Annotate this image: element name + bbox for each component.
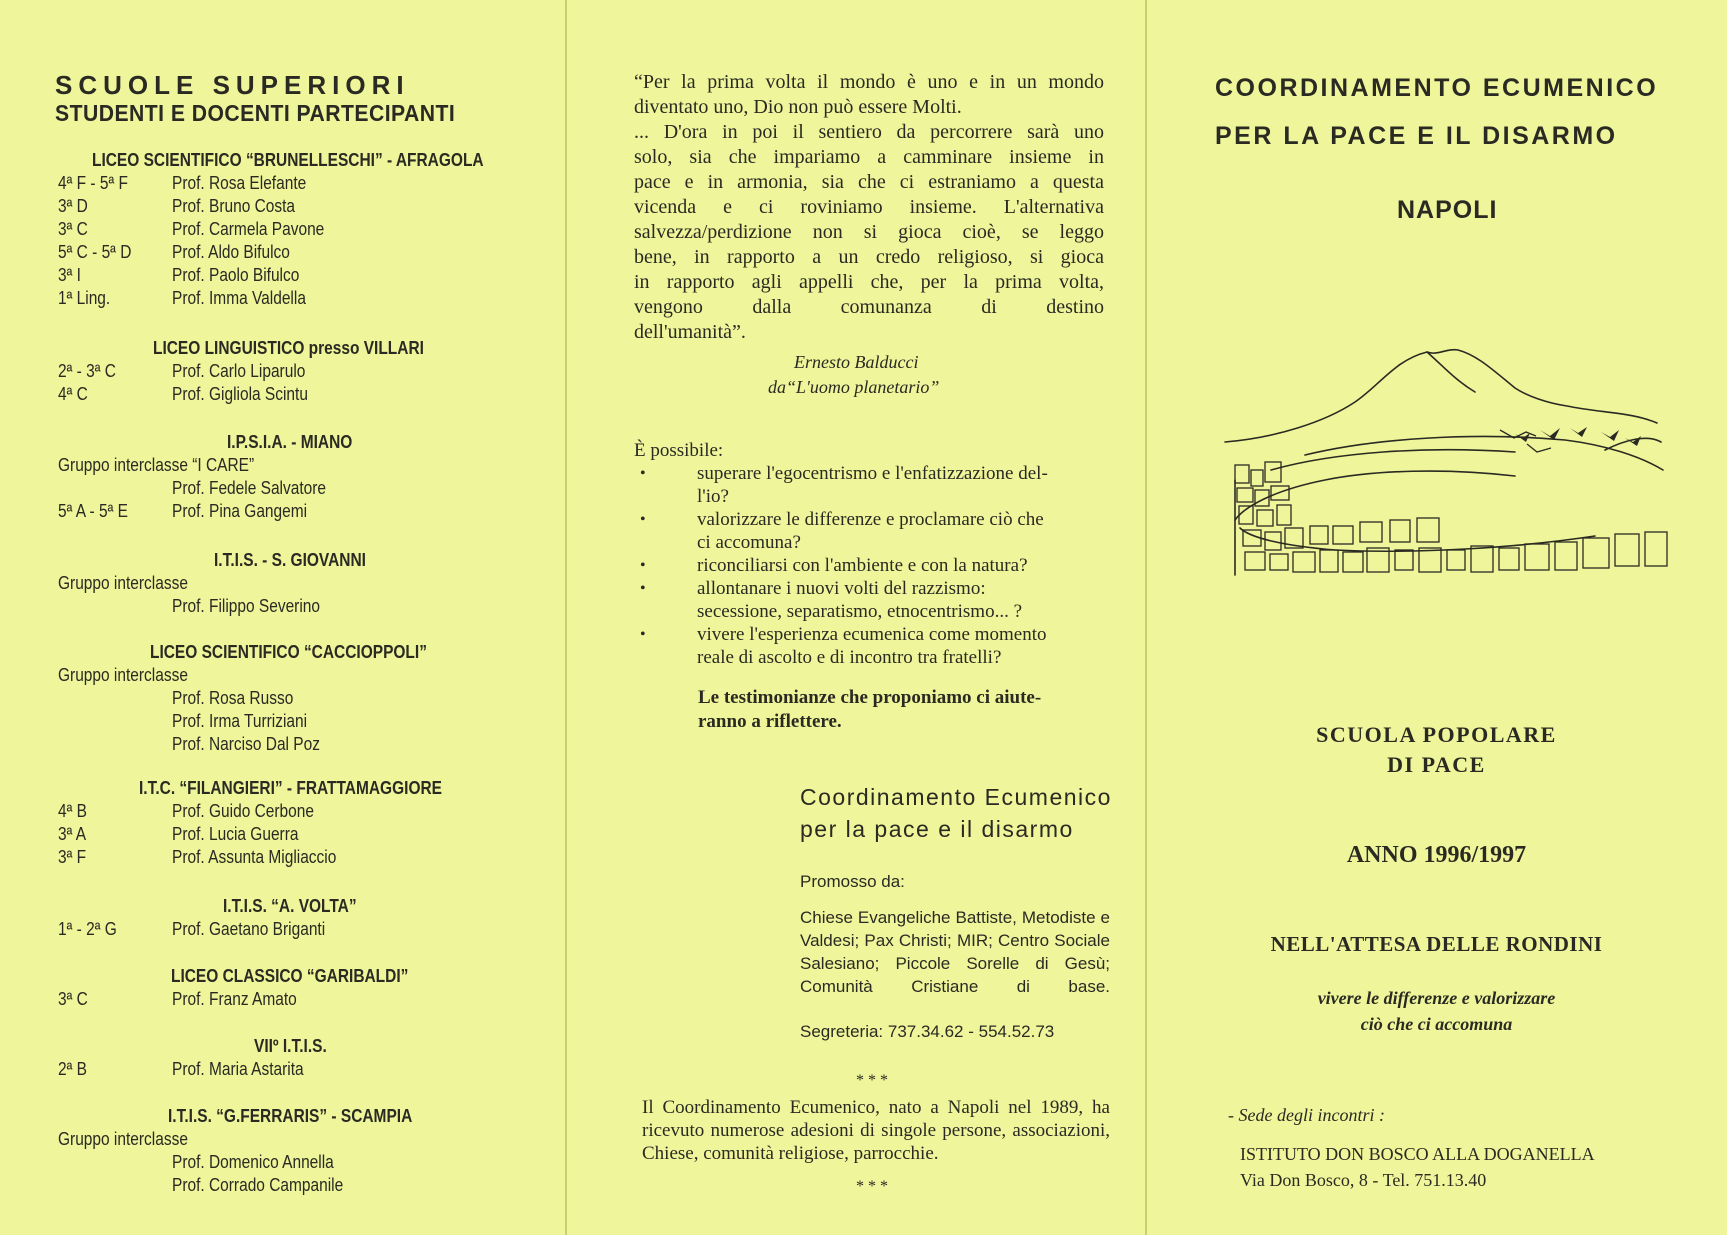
coordination-name-2: per la pace e il disarmo <box>800 816 1074 842</box>
venue-address: Via Don Bosco, 8 - Tel. 751.13.40 <box>1240 1170 1487 1190</box>
quote-line: bene, in rapporto a un credo religioso, si gioca <box>634 246 1104 268</box>
teacher-name: Prof. Rosa Elefante <box>172 173 307 193</box>
class-group: Gruppo interclasse <box>58 1129 188 1149</box>
secretariat-phones: Segreteria: 737.34.62 - 554.52.73 <box>800 1022 1055 1041</box>
teacher-name: Prof. Pina Gangemi <box>172 501 308 521</box>
school-name: I.P.S.I.A. - MIANO <box>227 432 353 452</box>
theme-tagline-1: vivere le differenze e valorizzare <box>1317 988 1556 1008</box>
city-name: NAPOLI <box>1397 196 1498 224</box>
class-label: 3ª D <box>58 196 88 216</box>
cover-header-2: PER LA PACE E IL DISARMO <box>1215 122 1618 150</box>
class-group: Gruppo interclasse <box>58 573 188 593</box>
class-label: 3ª F <box>58 847 87 867</box>
question-text: superare l'egocentrismo e l'enfatizzazione del- <box>697 463 1048 484</box>
bullet-icon: • <box>640 557 646 574</box>
quote-line: dell'umanità”. <box>634 321 746 343</box>
teacher-name: Prof. Bruno Costa <box>172 196 296 216</box>
stars-divider: *** <box>856 1178 892 1195</box>
quote-line: vicenda e ci roviniamo insieme. L'alternativa <box>634 196 1104 218</box>
teacher-name: Prof. Carmela Pavone <box>172 219 325 239</box>
teacher-name: Prof. Rosa Russo <box>172 688 294 708</box>
teacher-name: Prof. Gigliola Scintu <box>172 384 308 404</box>
class-label: 3ª C <box>58 989 88 1009</box>
venue-label: - Sede degli incontri : <box>1228 1105 1385 1125</box>
bullet-icon: • <box>640 580 646 597</box>
question-text: reale di ascolto e di incontro tra fratelli? <box>697 647 1002 668</box>
coordination-name-1: Coordinamento Ecumenico <box>800 784 1112 810</box>
stars-divider: *** <box>856 1072 892 1089</box>
promoters-text: Chiese Evangeliche Battiste, Metodiste e Valdesi; Pax Christi; MIR; Centro Sociale Salesiano; Piccole Sorelle di Gesù; Comunità Cristiane di base. <box>800 908 1110 996</box>
teacher-name: Prof. Paolo Bifulco <box>172 265 300 285</box>
teacher-name: Prof. Carlo Liparulo <box>172 361 306 381</box>
cover-header-1: COORDINAMENTO ECUMENICO <box>1215 74 1659 102</box>
quote-author: Ernesto Balducci <box>794 352 919 372</box>
teacher-name: Prof. Aldo Bifulco <box>172 242 290 262</box>
testimony-line-1: Le testimonianze che proponiamo ci aiute- <box>698 687 1042 708</box>
question-text: vivere l'esperienza ecumenica come momento <box>697 624 1047 645</box>
teacher-name: Prof. Corrado Campanile <box>172 1175 344 1195</box>
school-name: I.T.I.S. “A. VOLTA” <box>223 896 357 916</box>
teacher-name: Prof. Imma Valdella <box>172 288 306 308</box>
question-text: valorizzare le differenze e proclamare ciò che <box>697 509 1044 530</box>
teacher-name: Prof. Lucia Guerra <box>172 824 299 844</box>
quote-line: in rapporto agli appelli che, per la prima volta, <box>634 271 1104 293</box>
class-label: 4ª C <box>58 384 88 404</box>
class-label: 2ª - 3ª C <box>58 361 116 381</box>
teacher-name: Prof. Fedele Salvatore <box>172 478 327 498</box>
question-text: ci accomuna? <box>697 532 801 553</box>
promoted-label: Promosso da: <box>800 872 905 891</box>
quote-line: ... D'ora in poi il sentiero da percorrere sarà uno <box>634 121 1104 143</box>
teacher-name: Prof. Narciso Dal Poz <box>172 734 320 754</box>
question-text: secessione, separatismo, etnocentrismo... ? <box>697 601 1023 622</box>
school-name: VIIº I.T.I.S. <box>253 1036 327 1056</box>
bullet-icon: • <box>640 511 646 528</box>
quote-line: salvezza/perdizione non si gioca cioè, se leggo <box>634 221 1104 243</box>
quote-line: solo, sia che impariamo a camminare insieme in <box>634 146 1104 168</box>
school-name: I.T.C. “FILANGIERI” - FRATTAMAGGIORE <box>138 778 442 798</box>
bullet-icon: • <box>640 465 646 482</box>
school-name: LICEO SCIENTIFICO “BRUNELLESCHI” - AFRAGOLA <box>92 150 484 170</box>
panel-subtitle: STUDENTI E DOCENTI PARTECIPANTI <box>55 100 456 126</box>
class-label: 1ª Ling. <box>58 288 111 308</box>
school-name: LICEO LINGUISTICO presso VILLARI <box>152 338 424 358</box>
class-group: Gruppo interclasse <box>58 665 188 685</box>
school-name: I.T.I.S. - S. GIOVANNI <box>214 550 366 570</box>
bay-of-naples-drawing <box>1215 330 1695 595</box>
class-group: Gruppo interclasse “I CARE” <box>58 455 255 475</box>
school-year: ANNO 1996/1997 <box>1346 842 1527 868</box>
balducci-quote <box>634 70 1104 345</box>
school-title-1: SCUOLA POPOLARE <box>1316 722 1557 747</box>
quote-line: “Per la prima volta il mondo è uno e in un mondo <box>634 71 1104 93</box>
class-label: 5ª C - 5ª D <box>58 242 132 262</box>
possible-label: È possibile: <box>634 440 724 461</box>
question-text: riconciliarsi con l'ambiente e con la natura? <box>697 555 1028 576</box>
class-label: 4ª F - 5ª F <box>58 173 128 193</box>
class-label: 1ª - 2ª G <box>58 919 117 939</box>
teacher-name: Prof. Franz Amato <box>172 989 297 1009</box>
class-label: 2ª B <box>58 1059 87 1079</box>
class-label: 4ª B <box>58 801 87 821</box>
quote-source: da“L'uomo planetario” <box>768 377 940 397</box>
venue-name: ISTITUTO DON BOSCO ALLA DOGANELLA <box>1240 1144 1595 1164</box>
testimony-line-2: ranno a riflettere. <box>698 711 842 732</box>
teacher-name: Prof. Irma Turriziani <box>172 711 308 731</box>
class-label: 5ª A - 5ª E <box>58 501 128 521</box>
school-name: LICEO SCIENTIFICO “CACCIOPPOLI” <box>149 642 427 662</box>
teacher-name: Prof. Assunta Migliaccio <box>172 847 337 867</box>
theme-tagline-2: ciò che ci accomuna <box>1360 1014 1513 1034</box>
school-name: LICEO CLASSICO “GARIBALDI” <box>171 966 409 986</box>
class-label: 3ª A <box>58 824 87 844</box>
question-text: allontanare i nuovi volti del razzismo: <box>697 578 986 599</box>
teacher-name: Prof. Maria Astarita <box>172 1059 304 1079</box>
class-label: 3ª I <box>58 265 81 285</box>
teacher-name: Prof. Filippo Severino <box>172 596 321 616</box>
quote-line: diventato uno, Dio non può essere Molti. <box>634 96 962 118</box>
question-text: l'io? <box>697 486 729 507</box>
bullet-icon: • <box>640 626 646 643</box>
teacher-name: Prof. Domenico Annella <box>172 1152 334 1172</box>
history-note: Il Coordinamento Ecumenico, nato a Napoli nel 1989, ha ricevuto numerose adesioni di singole persone, associazioni, Chiese, comunità religiose, parrocchie. <box>642 1097 1110 1164</box>
quote-line: pace e in armonia, sia che ci estraniamo a questa <box>634 171 1104 193</box>
theme-title: NELL'ATTESA DELLE RONDINI <box>1270 932 1603 956</box>
class-label: 3ª C <box>58 219 88 239</box>
school-name: I.T.I.S. “G.FERRARIS” - SCAMPIA <box>167 1106 413 1126</box>
school-title-2: DI PACE <box>1387 752 1486 777</box>
quote-line: vengono dalla comunanza di destino <box>634 296 1104 318</box>
teacher-name: Prof. Guido Cerbone <box>172 801 314 821</box>
teacher-name: Prof. Gaetano Briganti <box>172 919 326 939</box>
panel-title: SCUOLE SUPERIORI <box>55 70 410 100</box>
cover-panel <box>1146 0 1727 1235</box>
